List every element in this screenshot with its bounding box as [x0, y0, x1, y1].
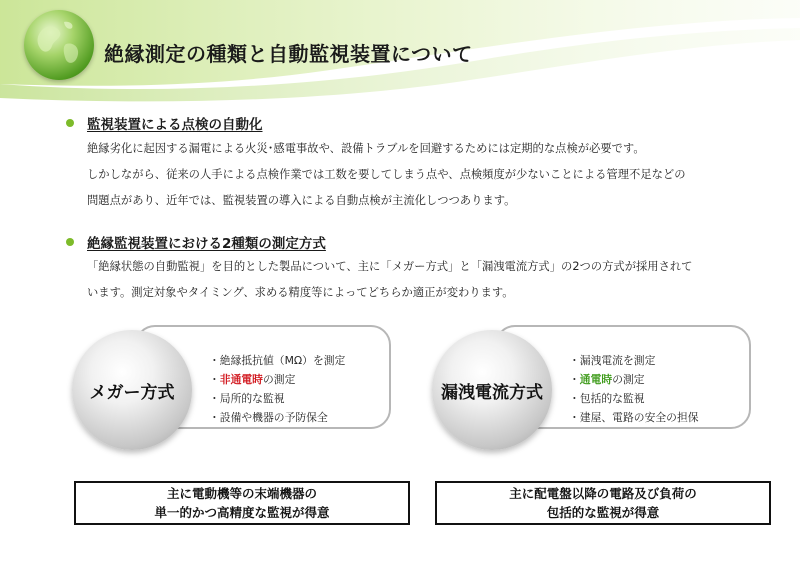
summary-line: 単一的かつ高精度な監視が得意 — [154, 505, 330, 520]
feature-item: ・絶縁抵抗値（MΩ）を測定 — [209, 354, 346, 367]
megger-feature-list — [209, 351, 345, 427]
feature-prefix: ・ — [209, 373, 220, 386]
method-name: メガー方式 — [89, 382, 175, 403]
feature-item: ・設備や機器の予防保全 — [209, 411, 328, 424]
section-automation — [66, 113, 686, 214]
summary-line: 包括的な監視が得意 — [546, 505, 660, 520]
section-measurement-methods — [66, 232, 692, 306]
feature-item — [209, 370, 345, 389]
feature-item: ・建屋、電路の安全の担保 — [569, 411, 699, 424]
feature-item: ・漏洩電流を測定 — [569, 354, 656, 367]
feature-prefix: ・ — [569, 373, 580, 386]
summary-line: 主に配電盤以降の電路及び負荷の — [509, 486, 697, 501]
leakage-feature-list — [569, 351, 699, 427]
leakage-summary-box — [435, 481, 771, 525]
page-title: 絶縁測定の種類と自動監視装置について — [104, 42, 473, 66]
paragraph-line: います。測定対象やタイミング、求める精度等によってどちらか適正が変わります。 — [87, 286, 514, 299]
section-heading — [66, 113, 686, 133]
feature-highlight: 通電時 — [579, 373, 613, 386]
feature-item: ・局所的な監視 — [209, 392, 285, 405]
leakage-method-circle — [432, 330, 552, 450]
section-heading-text: 監視装置による点検の自動化 — [87, 117, 263, 133]
section-paragraph — [87, 136, 686, 214]
megger-summary-box — [74, 481, 410, 525]
feature-highlight: 非通電時 — [219, 373, 263, 386]
feature-suffix: の測定 — [262, 373, 296, 386]
paragraph-line: 問題点があり、近年では、監視装置の導入による自動点検が主流化しつつあります。 — [87, 194, 516, 207]
section-heading-text: 絶縁監視装置における2種類の測定方式 — [87, 236, 326, 252]
summary-line: 主に電動機等の末端機器の — [166, 486, 317, 501]
bullet-icon — [66, 119, 74, 127]
paragraph-line: 絶縁劣化に起因する漏電による火災･感電事故や、設備トラブルを回避するためには定期的な点検が必要です。 — [87, 142, 645, 155]
section-paragraph — [87, 254, 692, 306]
feature-suffix: の測定 — [612, 373, 645, 386]
bullet-icon — [66, 238, 74, 246]
globe-icon — [24, 10, 94, 80]
megger-method-circle — [72, 330, 192, 450]
feature-item — [569, 370, 699, 389]
method-name: 漏洩電流方式 — [441, 382, 543, 403]
paragraph-line: しかしながら、従来の人手による点検作業では工数を要してしまう点や、点検頻度が少ないことによる管理不足などの — [87, 168, 686, 181]
section-heading — [66, 232, 692, 252]
feature-item: ・包括的な監視 — [569, 392, 645, 405]
paragraph-line: 「絶縁状態の自動監視」を目的とした製品について、主に「メガー方式」と「漏洩電流方式」の2つの方式が採用されて — [87, 260, 693, 273]
